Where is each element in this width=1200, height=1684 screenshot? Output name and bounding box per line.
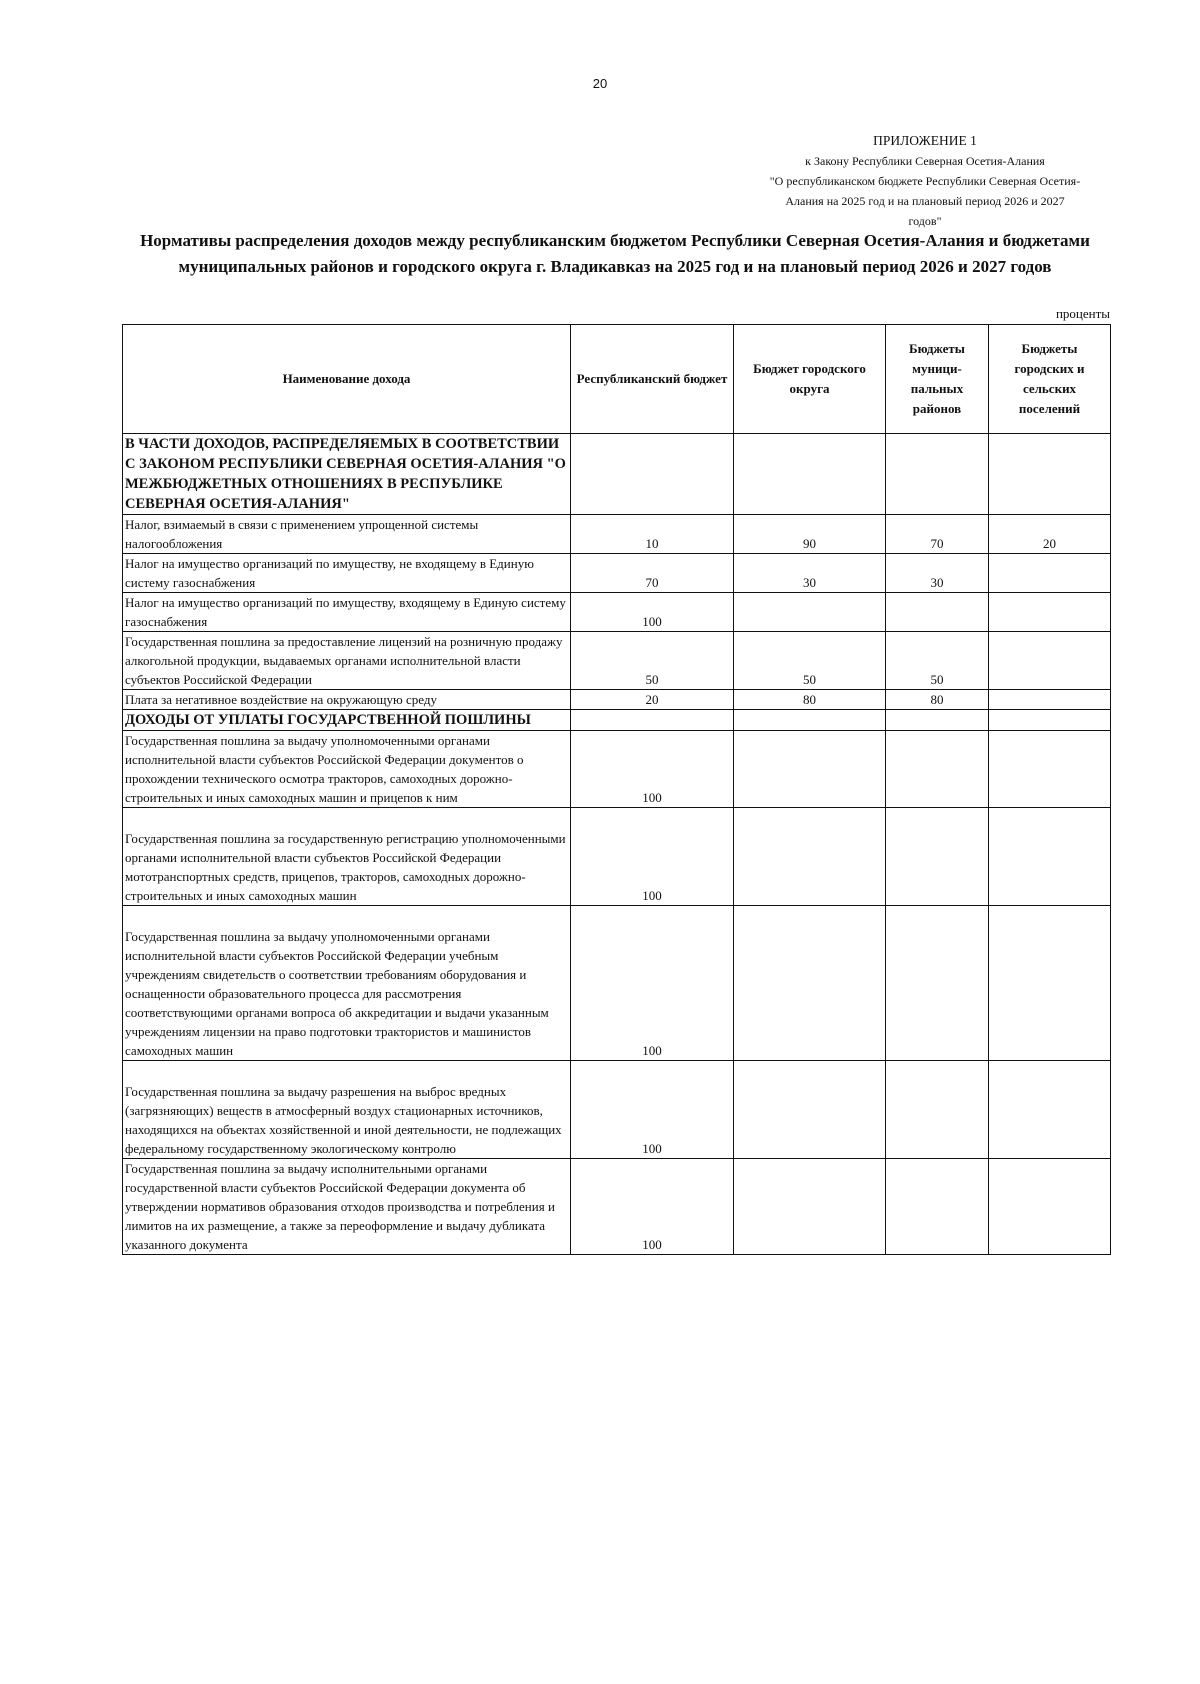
settlements-value (989, 1159, 1111, 1255)
income-name: Государственная пошлина за выдачу разрешения на выброс вредных (загрязняющих) веществ в атмосферный воздух стационарных источников, находящихся на объектах хозяйственной и иной деятельности, не подлежащих федеральному государственному экологическому контролю (123, 1061, 571, 1159)
header-city-budget: Бюджет городского округа (734, 325, 886, 434)
republic-value: 20 (571, 690, 734, 710)
table-row (123, 690, 1111, 710)
municipal-value (886, 808, 989, 906)
revenue-norms-table (122, 324, 1111, 1255)
municipal-value: 30 (886, 554, 989, 593)
settlements-value: 20 (989, 515, 1111, 554)
settlements-value (989, 906, 1111, 1061)
city-value (734, 434, 886, 515)
municipal-value (886, 593, 989, 632)
republic-value: 100 (571, 808, 734, 906)
income-name: Государственная пошлина за предоставление лицензий на розничную продажу алкогольной продукции, выдаваемых органами исполнительной власти субъектов Российской Федерации (123, 632, 571, 690)
city-value (734, 1061, 886, 1159)
republic-value: 100 (571, 906, 734, 1061)
appendix-block (720, 131, 1130, 231)
city-value (734, 808, 886, 906)
municipal-value (886, 906, 989, 1061)
header-settlement-budgets: Бюджеты городских и сельских поселений (989, 325, 1111, 434)
settlements-value (989, 632, 1111, 690)
city-value (734, 1159, 886, 1255)
city-value: 80 (734, 690, 886, 710)
table-row (123, 710, 1111, 731)
municipal-value: 70 (886, 515, 989, 554)
settlements-value (989, 593, 1111, 632)
republic-value: 100 (571, 731, 734, 808)
page-number: 20 (592, 76, 608, 91)
settlements-value (989, 808, 1111, 906)
header-income-name: Наименование дохода (123, 325, 571, 434)
settlements-value (989, 690, 1111, 710)
republic-value: 70 (571, 554, 734, 593)
income-name: Государственная пошлина за выдачу исполнительными органами государственной власти субъектов Российской Федерации документа об утверждении нормативов образования отходов производства и потребления и лимитов на их размещение, а также за переоформление и выдачу дубликата указанного документа (123, 1159, 571, 1255)
city-value (734, 593, 886, 632)
table-row (123, 1159, 1111, 1255)
city-value (734, 906, 886, 1061)
municipal-value: 50 (886, 632, 989, 690)
appendix-title: ПРИЛОЖЕНИЕ 1 (873, 133, 977, 148)
income-name: В ЧАСТИ ДОХОДОВ, РАСПРЕДЕЛЯЕМЫХ В СООТВЕТСТВИИ С ЗАКОНОМ РЕСПУБЛИКИ СЕВЕРНАЯ ОСЕТИЯ-АЛАНИЯ "О МЕЖБЮДЖЕТНЫХ ОТНОШЕНИЯХ В РЕСПУБЛИКЕ СЕВЕРНАЯ ОСЕТИЯ-АЛАНИЯ" (123, 434, 571, 515)
appendix-law-name-line3: годов" (908, 214, 942, 228)
income-name: ДОХОДЫ ОТ УПЛАТЫ ГОСУДАРСТВЕННОЙ ПОШЛИНЫ (123, 710, 571, 731)
republic-value (571, 710, 734, 731)
table-row (123, 593, 1111, 632)
income-name: Налог на имущество организаций по имуществу, не входящему в Единую систему газоснабжения (123, 554, 571, 593)
settlements-value (989, 434, 1111, 515)
table-header-row (123, 325, 1111, 434)
republic-value: 100 (571, 1159, 734, 1255)
table-row (123, 632, 1111, 690)
republic-value: 100 (571, 1061, 734, 1159)
city-value: 90 (734, 515, 886, 554)
municipal-value (886, 710, 989, 731)
table-row (123, 434, 1111, 515)
units-label: проценты (1055, 306, 1110, 321)
republic-value: 100 (571, 593, 734, 632)
income-name: Государственная пошлина за выдачу уполномоченными органами исполнительной власти субъектов Российской Федерации документов о прохождении технического осмотра тракторов, самоходных дорожно- строительных и иных самоходных машин и прицепов к ним (123, 731, 571, 808)
table-row (123, 731, 1111, 808)
settlements-value (989, 710, 1111, 731)
settlements-value (989, 1061, 1111, 1159)
income-name: Налог, взимаемый в связи с применением упрощенной системы налогообложения (123, 515, 571, 554)
appendix-law-line: к Закону Республики Северная Осетия-Алания (805, 154, 1045, 168)
city-value: 30 (734, 554, 886, 593)
table-row (123, 515, 1111, 554)
municipal-value (886, 1061, 989, 1159)
appendix-law-name-line2: Алания на 2025 год и на плановый период 2026 и 2027 (785, 194, 1065, 208)
municipal-value (886, 731, 989, 808)
table-row (123, 906, 1111, 1061)
table-row (123, 808, 1111, 906)
header-municipal-budgets: Бюджеты муници-пальных районов (886, 325, 989, 434)
republic-value: 10 (571, 515, 734, 554)
settlements-value (989, 731, 1111, 808)
income-name: Плата за негативное воздействие на окружающую среду (123, 690, 571, 710)
municipal-value (886, 1159, 989, 1255)
settlements-value (989, 554, 1111, 593)
income-name: Налог на имущество организаций по имуществу, входящему в Единую систему газоснабжения (123, 593, 571, 632)
appendix-law-name-line1: "О республиканском бюджете Республики Северная Осетия- (769, 174, 1081, 188)
document-title: Нормативы распределения доходов между республиканским бюджетом Республики Северная Осетия-Алания и бюджетами муниципальных районов и городского округа г. Владикавказ на 2025 год и на плановый период 2026 и 2027 годов (140, 231, 1090, 276)
header-republic-budget: Республиканский бюджет (571, 325, 734, 434)
republic-value (571, 434, 734, 515)
city-value: 50 (734, 632, 886, 690)
table-row (123, 554, 1111, 593)
municipal-value: 80 (886, 690, 989, 710)
republic-value: 50 (571, 632, 734, 690)
table-row (123, 1061, 1111, 1159)
income-name: Государственная пошлина за выдачу уполномоченными органами исполнительной власти субъектов Российской Федерации учебным учреждениям свидетельств о соответствии требованиям оборудования и оснащенности образовательного процесса для рассмотрения соответствующими органами вопроса об аккредитации и выдачи указанным учреждениям лицензии на право подготовки трактористов и машинистов самоходных машин (123, 906, 571, 1061)
municipal-value (886, 434, 989, 515)
city-value (734, 731, 886, 808)
income-name: Государственная пошлина за государственную регистрацию уполномоченными органами исполнительной власти субъектов Российской Федерации мототранспортных средств, прицепов, тракторов, самоходных дорожно-строительных и иных самоходных машин (123, 808, 571, 906)
city-value (734, 710, 886, 731)
